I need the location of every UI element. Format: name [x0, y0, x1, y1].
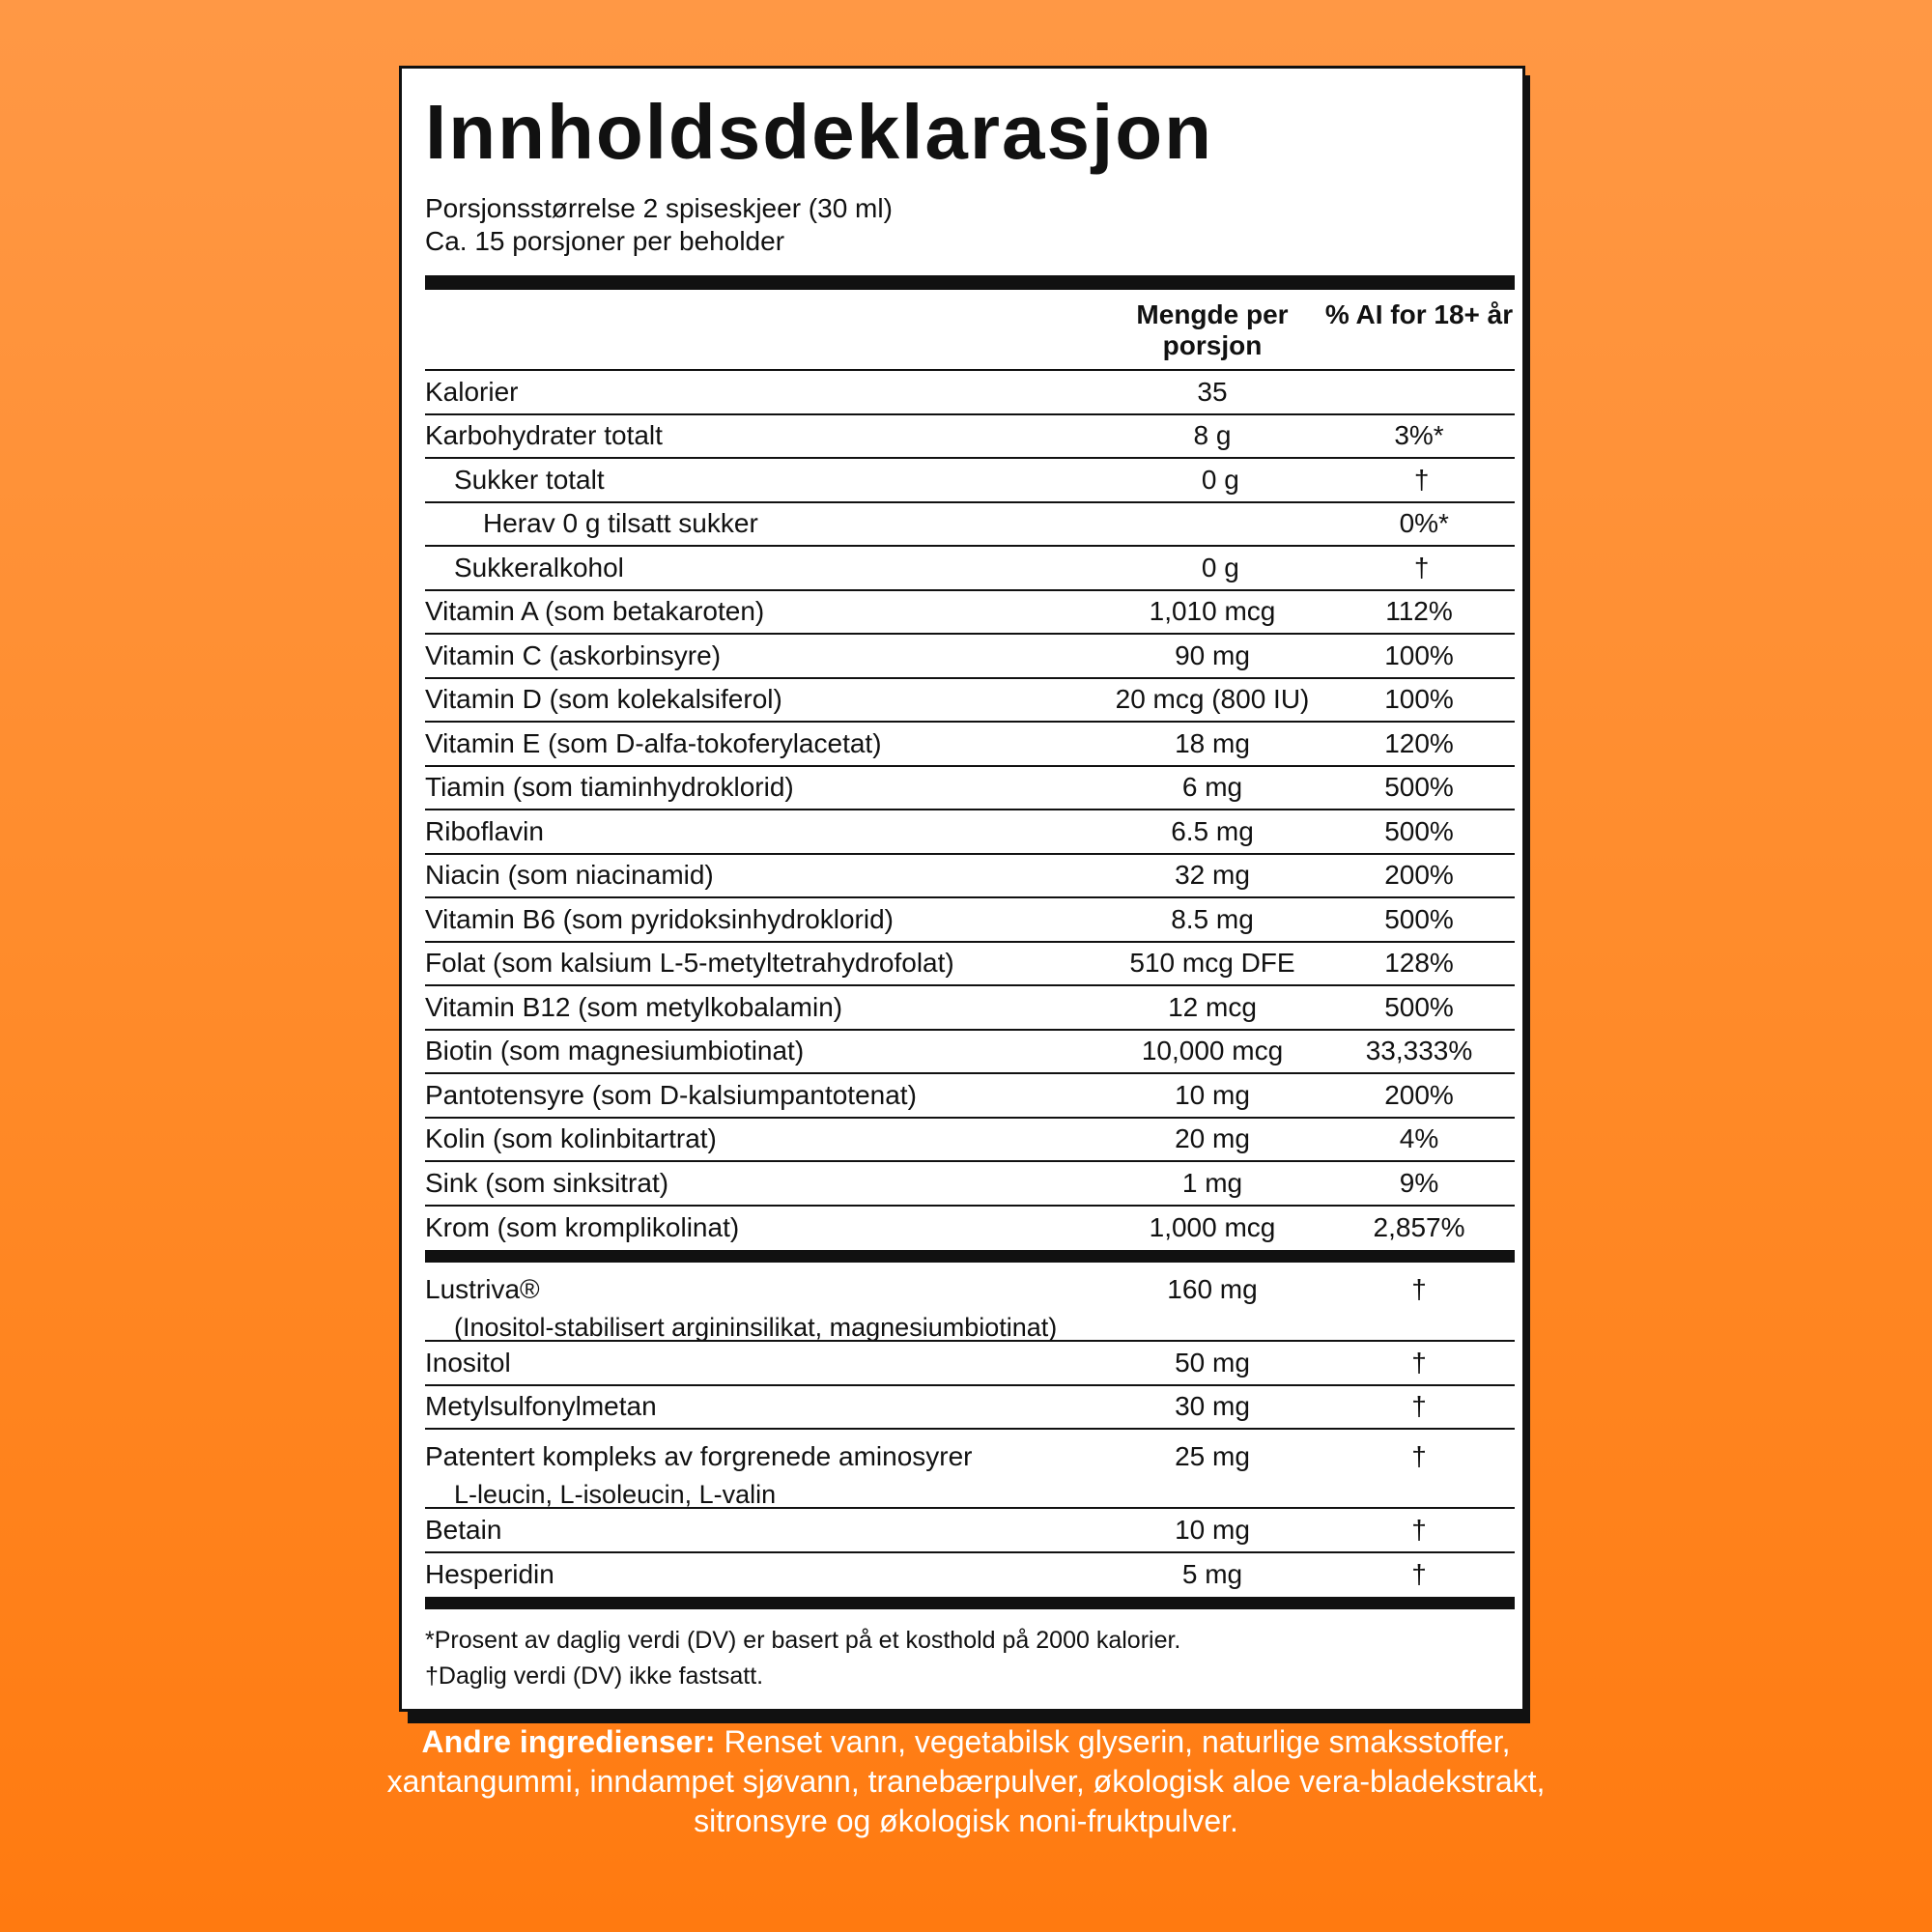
thick-divider	[425, 1597, 1515, 1609]
blend-row	[425, 1509, 1515, 1553]
nutrient-row	[425, 371, 1515, 415]
nutrient-name: Pantotensyre (som D-kalsiumpantotenat)	[425, 1079, 917, 1110]
nutrient-amount: 32 mg	[1175, 860, 1250, 891]
nutrient-row	[425, 898, 1515, 943]
nutrient-row	[425, 679, 1515, 724]
nutrient-row	[425, 1031, 1515, 1075]
header-percent: % AI for 18+ år	[1324, 299, 1514, 329]
nutrient-percent: 500%	[1384, 772, 1454, 803]
blend-name-cell	[425, 1348, 1101, 1378]
nutrient-row	[425, 1207, 1515, 1251]
blend-name: Betain	[425, 1514, 502, 1545]
footnotes	[425, 1623, 1515, 1694]
nutrient-row	[425, 855, 1515, 899]
nutrient-row	[425, 810, 1515, 855]
nutrient-percent: 500%	[1384, 903, 1454, 934]
blend-subtext: L-leucin, L-isoleucin, L-valin	[454, 1480, 777, 1509]
nutrient-amount: 12 mcg	[1168, 991, 1257, 1022]
nutrient-row	[425, 767, 1515, 811]
nutrient-name: Vitamin C (askorbinsyre)	[425, 639, 722, 670]
nutrient-percent: 100%	[1384, 684, 1454, 715]
nutrient-name: Vitamin B6 (som pyridoksinhydroklorid)	[425, 903, 894, 934]
nutrient-amount: 18 mg	[1175, 727, 1250, 758]
blend-subtext: (Inositol-stabilisert argininsilikat, magnesiumbiotinat)	[454, 1313, 1058, 1342]
nutrient-name: Kolin (som kolinbitartrat)	[425, 1123, 717, 1154]
nutrient-amount: 1 mg	[1181, 1167, 1243, 1198]
nutrient-name: Kalorier	[425, 376, 519, 407]
blend-percent: †	[1411, 1391, 1427, 1422]
nutrient-name: Folat (som kalsium L-5-metyltetrahydrofolat)	[425, 948, 954, 979]
blend-amount: 160 mg	[1167, 1274, 1258, 1304]
blend-name-cell	[425, 1515, 1101, 1546]
nutrient-percent: 9%	[1399, 1167, 1439, 1198]
nutrient-row	[425, 415, 1515, 460]
nutrient-amount: 0 g	[1201, 464, 1239, 495]
header-amount: Mengde per porsjon	[1136, 299, 1289, 360]
nutrient-amount: 6 mg	[1181, 772, 1243, 803]
nutrient-row	[425, 986, 1515, 1031]
blend-name: Metylsulfonylmetan	[425, 1391, 657, 1422]
nutrient-row	[425, 1162, 1515, 1207]
blend-name-cell	[425, 1559, 1101, 1590]
nutrient-row	[425, 943, 1515, 987]
blend-percent: †	[1411, 1559, 1427, 1590]
nutrient-row	[425, 503, 1515, 548]
nutrient-percent: †	[1413, 552, 1430, 582]
servings-per-container: Ca. 15 porsjoner per beholder	[425, 226, 785, 256]
blend-name: Hesperidin	[425, 1559, 554, 1590]
blend-row	[425, 1342, 1515, 1386]
nutrient-name: Biotin (som magnesiumbiotinat)	[425, 1036, 805, 1066]
nutrient-percent: 120%	[1384, 727, 1454, 758]
blend-percent: †	[1411, 1347, 1427, 1378]
nutrient-name: Sink (som sinksitrat)	[425, 1167, 669, 1198]
blend-name-cell	[425, 1274, 1101, 1343]
nutrient-amount: 1,010 mcg	[1149, 596, 1276, 627]
nutrition-label	[399, 66, 1525, 1712]
nutrient-amount: 20 mg	[1175, 1123, 1250, 1154]
nutrient-name: Krom (som kromplikolinat)	[425, 1212, 740, 1243]
nutrient-row	[425, 1119, 1515, 1163]
nutrient-row	[425, 459, 1515, 503]
other-ingredients	[377, 1722, 1555, 1841]
blend-row	[425, 1386, 1515, 1431]
nutrient-list	[425, 371, 1515, 1250]
blend-amount: 5 mg	[1181, 1559, 1243, 1590]
serving-size: Porsjonsstørrelse 2 spiseskjeer (30 ml)	[425, 193, 893, 223]
nutrient-row	[425, 547, 1515, 591]
blend-amount: 50 mg	[1175, 1347, 1250, 1378]
table-header	[425, 290, 1515, 371]
blend-name: Inositol	[425, 1347, 511, 1378]
blend-name: Patentert kompleks av forgrenede aminosyrer	[425, 1441, 973, 1471]
nutrient-percent: 200%	[1384, 860, 1454, 891]
nutrient-row	[425, 591, 1515, 636]
nutrient-percent: 100%	[1384, 639, 1454, 670]
blend-name-cell	[425, 1441, 1101, 1510]
blend-name-cell	[425, 1391, 1101, 1422]
nutrient-amount: 8 g	[1193, 420, 1232, 451]
nutrient-percent: 3%*	[1394, 420, 1444, 451]
nutrient-amount: 35	[1197, 376, 1228, 407]
blend-percent: †	[1411, 1441, 1427, 1471]
footnote: *Prosent av daglig verdi (DV) er basert på et kosthold på 2000 kalorier.	[425, 1627, 1181, 1654]
nutrient-amount: 8.5 mg	[1171, 903, 1254, 934]
blend-percent: †	[1411, 1274, 1427, 1304]
nutrient-percent: 500%	[1384, 991, 1454, 1022]
blend-row	[425, 1430, 1515, 1509]
nutrient-amount: 510 mcg DFE	[1129, 948, 1295, 979]
blend-row	[425, 1263, 1515, 1342]
nutrient-percent: 4%	[1399, 1123, 1439, 1154]
nutrient-name: Niacin (som niacinamid)	[425, 860, 714, 891]
nutrient-name: Vitamin B12 (som metylkobalamin)	[425, 991, 843, 1022]
nutrient-name: Vitamin D (som kolekalsiferol)	[425, 684, 782, 715]
blend-name: Lustriva®	[425, 1274, 540, 1304]
nutrient-name: Sukker totalt	[454, 464, 605, 495]
other-ingredients-text: Renset vann, vegetabilsk glyserin, naturlige smaksstoffer, xantangummi, inndampet sjøvann, tranebærpulver, økologisk aloe vera-bladekstrakt, sitronsyre og økologisk noni-fruktpulver.	[386, 1724, 1546, 1838]
nutrient-amount: 0 g	[1201, 552, 1239, 582]
blend-percent: †	[1411, 1514, 1427, 1545]
nutrient-name: Sukkeralkohol	[454, 552, 624, 582]
nutrient-name: Karbohydrater totalt	[425, 420, 663, 451]
blend-amount: 10 mg	[1175, 1514, 1250, 1545]
footnote: †Daglig verdi (DV) ikke fastsatt.	[425, 1662, 764, 1690]
nutrient-percent: 128%	[1384, 948, 1454, 979]
nutrient-percent: 0%*	[1399, 508, 1449, 539]
label-title: Innholdsdeklarasjon	[425, 89, 1213, 175]
nutrient-percent: 500%	[1384, 815, 1454, 846]
nutrient-name: Herav 0 g tilsatt sukker	[483, 508, 758, 539]
blend-amount: 25 mg	[1175, 1441, 1250, 1471]
thick-divider	[425, 275, 1515, 290]
blend-amount: 30 mg	[1175, 1391, 1250, 1422]
nutrient-amount: 10,000 mcg	[1141, 1036, 1284, 1066]
nutrient-percent: †	[1413, 464, 1430, 495]
nutrient-row	[425, 1074, 1515, 1119]
nutrient-amount: 20 mcg (800 IU)	[1115, 684, 1310, 715]
blend-list	[425, 1263, 1515, 1597]
nutrient-percent: 200%	[1384, 1079, 1454, 1110]
nutrient-amount: 1,000 mcg	[1149, 1212, 1276, 1243]
nutrient-name: Tiamin (som tiaminhydroklorid)	[425, 772, 794, 803]
nutrient-row	[425, 635, 1515, 679]
nutrient-name: Vitamin A (som betakaroten)	[425, 596, 765, 627]
nutrient-percent: 2,857%	[1373, 1212, 1465, 1243]
nutrient-amount: 10 mg	[1175, 1079, 1250, 1110]
thick-divider	[425, 1250, 1515, 1263]
nutrient-amount: 6.5 mg	[1171, 815, 1254, 846]
serving-info	[425, 192, 1515, 258]
nutrient-row	[425, 723, 1515, 767]
nutrient-amount: 90 mg	[1175, 639, 1250, 670]
nutrient-name: Riboflavin	[425, 815, 544, 846]
nutrient-percent: 33,333%	[1365, 1036, 1473, 1066]
blend-row	[425, 1553, 1515, 1598]
nutrient-percent: 112%	[1385, 596, 1453, 627]
nutrient-name: Vitamin E (som D-alfa-tokoferylacetat)	[425, 727, 882, 758]
other-ingredients-label: Andre ingredienser:	[421, 1724, 716, 1759]
